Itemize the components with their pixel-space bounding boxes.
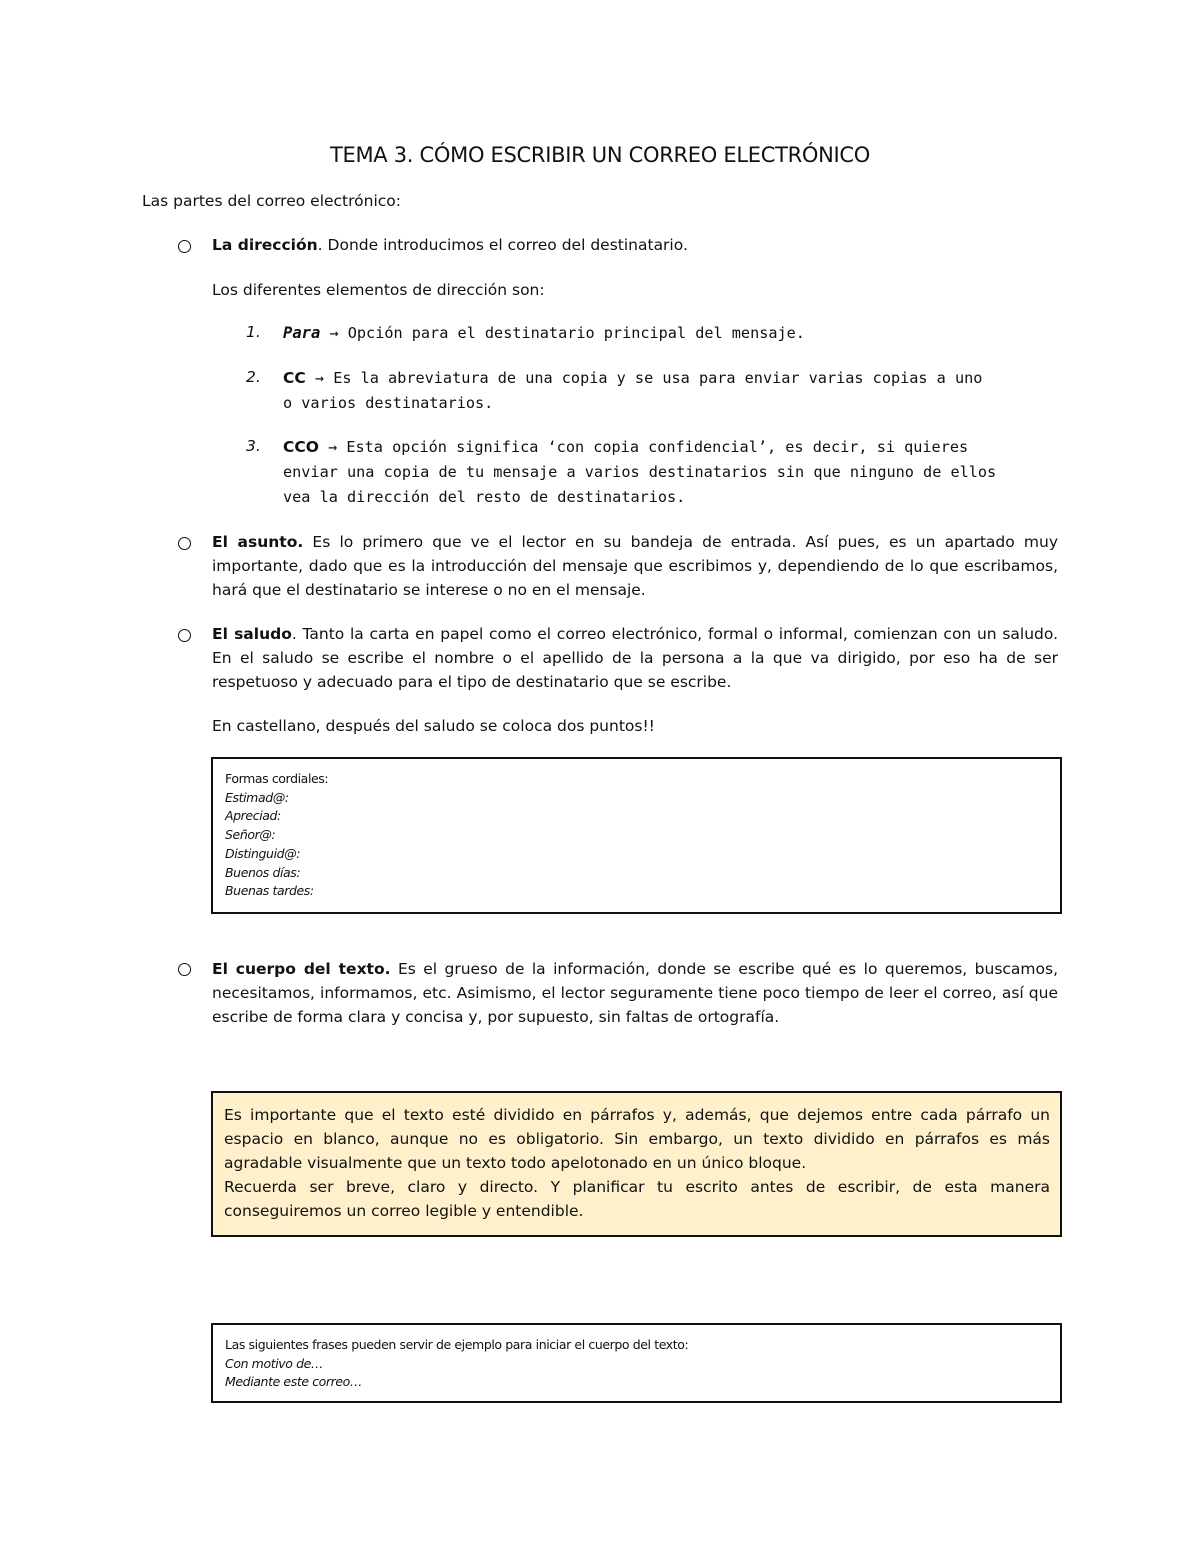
item-line: enviar una copia de tu mensaje a varios destinatarios sin que ninguno de ellos (283, 463, 997, 481)
item-term: CC (283, 369, 306, 387)
list-number: 2. (246, 368, 261, 386)
bullet-circle-icon (178, 629, 191, 642)
direccion-intro: Los diferentes elementos de dirección son: (212, 281, 545, 299)
direccion-paragraph (212, 233, 688, 257)
formas-line: Estimad@: (225, 789, 289, 805)
asunto-term: El asunto. (212, 533, 304, 551)
highlight-paragraph: Recuerda ser breve, claro y directo. Y planificar tu escrito antes de escribir, de esta manera conseguiremos un correo legible y entendible. (224, 1178, 1050, 1220)
item-line: o varios destinatarios. (283, 394, 494, 412)
highlight-paragraph: Es importante que el texto esté dividido en párrafos y, además, que dejemos entre cada párrafo un espacio en blanco, aunque no es obligatorio. Sin embargo, un texto dividido en párrafos es más agradable visualmente que un texto todo apelotonado en un único bloque. (224, 1106, 1050, 1172)
cuerpo-term: El cuerpo del texto. (212, 960, 391, 978)
item-term: CCO (283, 438, 319, 456)
item-line: → Esta opción significa ‘con copia confidencial’, es decir, si quieres (318, 438, 969, 456)
direccion-text: . Donde introducimos el correo del destinatario. (317, 236, 688, 254)
highlight-box (211, 1091, 1062, 1237)
item-line: → Es la abreviatura de una copia y se usa para enviar varias copias a uno (305, 369, 983, 387)
ejemplo-box (211, 1323, 1062, 1403)
cuerpo-text: Es el grueso de la información, donde se escribe qué es lo queremos, buscamos, necesitamos, informamos, etc. Asimismo, el lector seguramente tiene poco tiempo de leer el correo, así que escribe de forma clara y concisa y, por supuesto, sin faltas de ortografía. (212, 960, 1058, 1026)
direccion-item (246, 366, 1058, 416)
formas-heading: Formas cordiales: (225, 771, 329, 786)
direccion-term: La dirección (212, 236, 318, 254)
list-number: 3. (246, 437, 261, 455)
formas-line: Señor@: (225, 827, 276, 843)
ejemplo-line: Mediante este correo… (225, 1374, 363, 1390)
item-term: Para (283, 324, 321, 342)
saludo-paragraph (212, 622, 1058, 694)
bullet-circle-icon (178, 963, 191, 976)
page-title: TEMA 3. CÓMO ESCRIBIR UN CORREO ELECTRÓNICO (329, 143, 871, 167)
bullet-circle-icon (178, 537, 191, 550)
cuerpo-paragraph (212, 957, 1058, 1029)
item-line: vea la dirección del resto de destinatarios. (283, 488, 686, 506)
bullet-circle-icon (178, 240, 191, 253)
ejemplo-line: Con motivo de… (225, 1355, 324, 1371)
asunto-paragraph (212, 530, 1058, 602)
saludo-text: . Tanto la carta en papel como el correo electrónico, formal o informal, comienzan con un saludo. En el saludo se escribe el nombre o el apellido de la persona a la que va dirigido, por eso ha de ser respetuoso y adecuado para el tipo de destinatario que se escribe. (212, 625, 1058, 691)
item-line: → Opción para el destinatario principal del mensaje. (320, 324, 805, 342)
saludo-term: El saludo (212, 625, 292, 643)
direccion-item (246, 435, 1058, 510)
formas-cordiales-box (211, 757, 1062, 914)
list-number: 1. (246, 323, 261, 341)
formas-line: Distinguid@: (225, 845, 301, 861)
formas-line: Buenos días: (225, 864, 301, 880)
formas-line: Apreciad: (225, 808, 281, 824)
asunto-text: Es lo primero que ve el lector en su bandeja de entrada. Así pues, es un apartado muy importante, dado que es la introducción del mensaje que escribimos y, dependiendo de lo que escribamos, hará que el destinatario se interese o no en el mensaje. (212, 533, 1058, 599)
section-subtitle: Las partes del correo electrónico: (142, 192, 402, 210)
formas-line: Buenas tardes: (225, 883, 314, 899)
ejemplo-heading: Las siguientes frases pueden servir de ejemplo para iniciar el cuerpo del texto: (225, 1337, 689, 1352)
direccion-item (246, 321, 1058, 346)
saludo-note: En castellano, después del saludo se coloca dos puntos!! (212, 717, 655, 735)
